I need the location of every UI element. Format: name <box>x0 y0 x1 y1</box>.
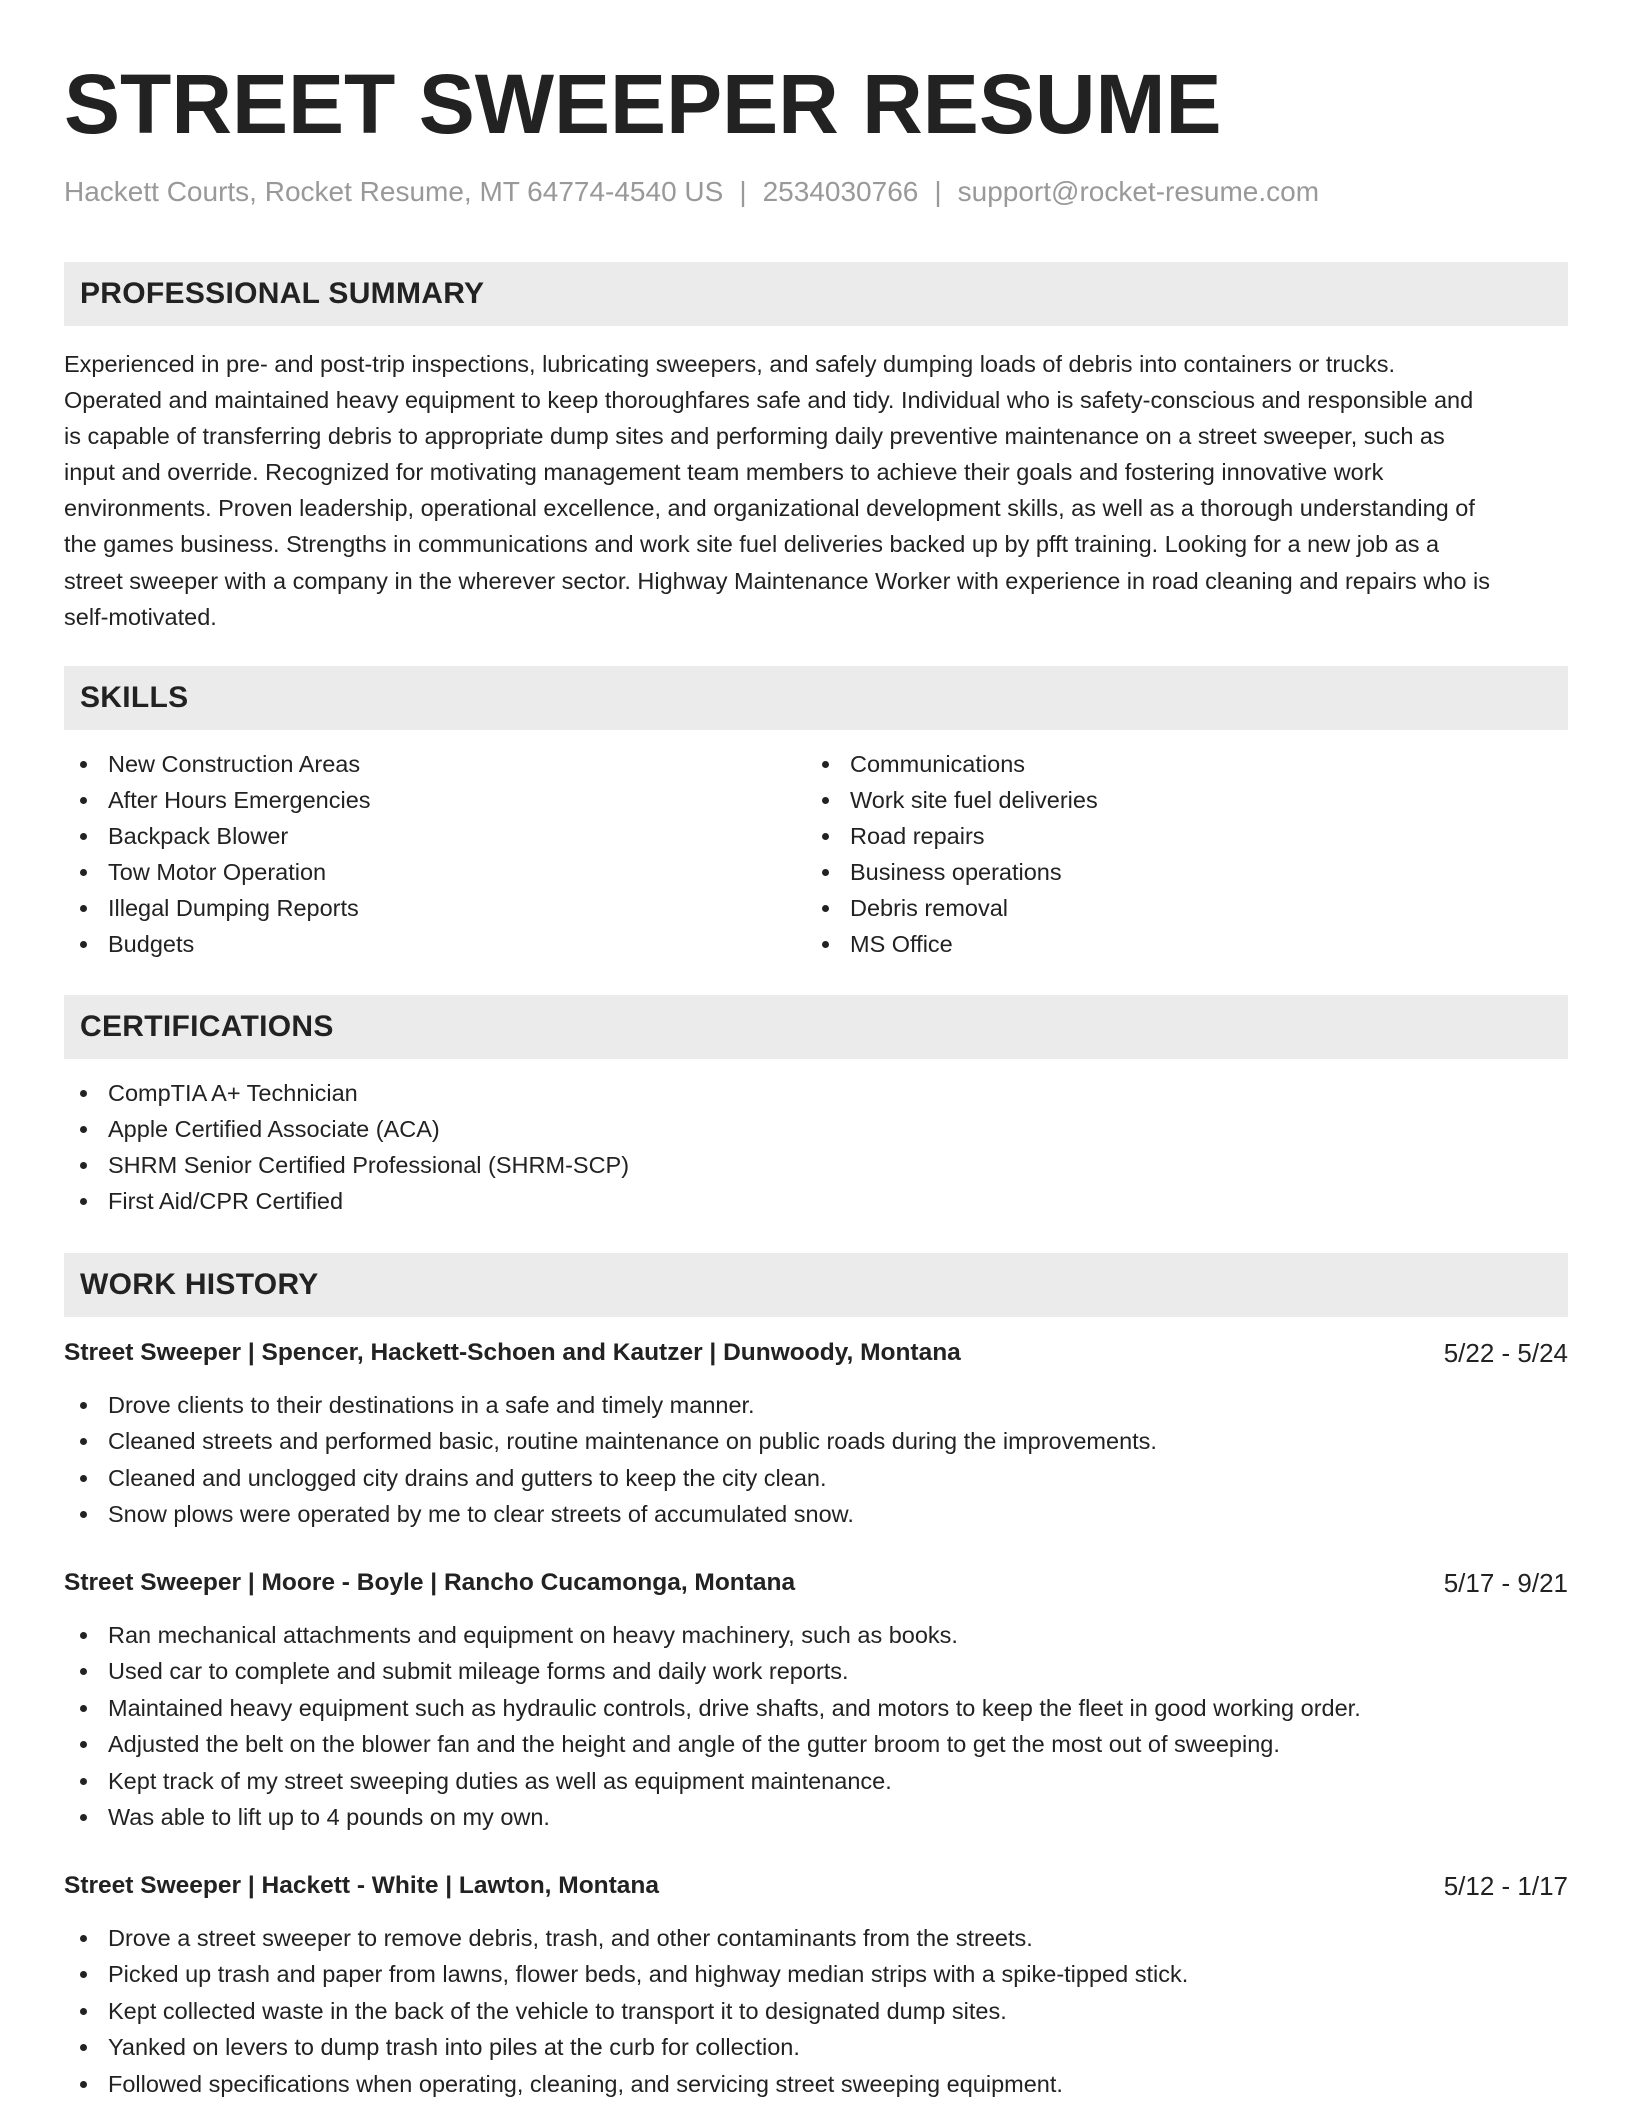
job-bullet: Snow plows were operated by me to clear streets of accumulated snow. <box>64 1496 1568 1533</box>
skill-item: After Hours Emergencies <box>64 782 806 818</box>
job-dates: 5/17 - 9/21 <box>1443 1567 1568 1598</box>
certification-item: Apple Certified Associate (ACA) <box>64 1111 1568 1147</box>
job-bullet: Cleaned streets and performed basic, routine maintenance on public roads during the improvements. <box>64 1423 1568 1460</box>
job-bullet: Was able to lift up to 4 pounds on my own. <box>64 1799 1568 1836</box>
job-bullets <box>64 1617 1568 1836</box>
summary-line: input and override. Recognized for motivating management team members to achieve their goals and fostering innovative work <box>64 459 1384 486</box>
skill-item: Business operations <box>806 854 1548 890</box>
skill-item: Work site fuel deliveries <box>806 782 1548 818</box>
contact-separator: | <box>934 176 942 207</box>
job-bullet: Kept track of my street sweeping duties as well as equipment maintenance. <box>64 1763 1568 1800</box>
job-bullet: Yanked on levers to dump trash into piles at the curb for collection. <box>64 2029 1568 2066</box>
skills-heading: SKILLS <box>64 666 1568 730</box>
summary-text <box>64 346 1568 635</box>
skill-item: Debris removal <box>806 890 1548 926</box>
job-bullet: Ran mechanical attachments and equipment on heavy machinery, such as books. <box>64 1617 1568 1654</box>
job-bullets <box>64 1920 1568 2103</box>
summary-heading: PROFESSIONAL SUMMARY <box>64 262 1568 326</box>
skill-item: MS Office <box>806 926 1548 962</box>
contact-address: Hackett Courts, Rocket Resume, MT 64774-4540 US <box>64 176 724 207</box>
skills-columns <box>64 746 1568 962</box>
certification-item: First Aid/CPR Certified <box>64 1183 1568 1219</box>
skills-list-right <box>806 746 1548 962</box>
summary-line: self-motivated. <box>64 603 217 630</box>
skills-list-left <box>64 746 806 962</box>
job-bullet: Cleaned and unclogged city drains and gutters to keep the city clean. <box>64 1460 1568 1497</box>
contact-phone: 2534030766 <box>762 176 919 207</box>
skill-item: Illegal Dumping Reports <box>64 890 806 926</box>
resume-page <box>64 0 1568 2102</box>
certification-item: SHRM Senior Certified Professional (SHRM-SCP) <box>64 1147 1568 1183</box>
job-header <box>64 1565 1568 1601</box>
summary-line: Experienced in pre- and post-trip inspections, lubricating sweepers, and safely dumping loads of debris into containers or trucks. <box>64 351 1396 377</box>
job-entry <box>64 1565 1568 1836</box>
skill-item: New Construction Areas <box>64 746 806 782</box>
job-bullet: Used car to complete and submit mileage forms and daily work reports. <box>64 1653 1568 1690</box>
summary-line: street sweeper with a company in the wherever sector. Highway Maintenance Worker with experience in road cleaning and repairs who is <box>64 567 1490 594</box>
summary-line: the games business. Strengths in communications and work site fuel deliveries backed up by pfft training. Looking for a new job as a <box>64 531 1440 558</box>
job-dates: 5/22 - 5/24 <box>1443 1337 1568 1368</box>
contact-line <box>64 174 1568 210</box>
job-dates: 5/12 - 1/17 <box>1443 1870 1568 1901</box>
job-bullet: Kept collected waste in the back of the vehicle to transport it to designated dump sites. <box>64 1993 1568 2030</box>
job-title: Street Sweeper | Hackett - White | Lawton, Montana <box>64 1871 659 1899</box>
summary-line: Operated and maintained heavy equipment to keep thoroughfares safe and tidy. Individual who is safety-conscious and responsible and <box>64 387 1474 414</box>
job-bullet: Drove clients to their destinations in a safe and timely manner. <box>64 1387 1568 1424</box>
skill-item: Communications <box>806 746 1548 782</box>
job-title: Street Sweeper | Moore - Boyle | Rancho Cucamonga, Montana <box>64 1568 796 1596</box>
certifications-heading: CERTIFICATIONS <box>64 995 1568 1059</box>
job-bullets <box>64 1387 1568 1533</box>
job-bullet: Picked up trash and paper from lawns, flower beds, and highway median strips with a spike-tipped stick. <box>64 1956 1568 1993</box>
skill-item: Budgets <box>64 926 806 962</box>
work-history-heading: WORK HISTORY <box>64 1253 1568 1317</box>
job-header <box>64 1868 1568 1904</box>
resume-title: STREET SWEEPER RESUME <box>64 57 1222 151</box>
skill-item: Road repairs <box>806 818 1548 854</box>
job-entry <box>64 1335 1568 1533</box>
skill-item: Backpack Blower <box>64 818 806 854</box>
certification-item: CompTIA A+ Technician <box>64 1075 1568 1111</box>
skill-item: Tow Motor Operation <box>64 854 806 890</box>
job-bullet: Followed specifications when operating, cleaning, and servicing street sweeping equipment. <box>64 2066 1568 2103</box>
job-bullet: Maintained heavy equipment such as hydraulic controls, drive shafts, and motors to keep the fleet in good working order. <box>64 1690 1568 1727</box>
job-entry <box>64 1868 1568 2103</box>
summary-line: environments. Proven leadership, operational excellence, and organizational development skills, as well as a thorough understanding of <box>64 495 1475 522</box>
job-bullet: Drove a street sweeper to remove debris, trash, and other contaminants from the streets. <box>64 1920 1568 1957</box>
job-title: Street Sweeper | Spencer, Hackett-Schoen and Kautzer | Dunwoody, Montana <box>64 1338 961 1366</box>
contact-email: support@rocket-resume.com <box>957 176 1320 207</box>
certifications-list <box>64 1075 1568 1219</box>
job-bullet: Adjusted the belt on the blower fan and the height and angle of the gutter broom to get the most out of sweeping. <box>64 1726 1568 1763</box>
contact-separator: | <box>739 176 747 207</box>
summary-line: is capable of transferring debris to appropriate dump sites and performing daily preventive maintenance on a street sweeper, such as <box>64 423 1445 450</box>
job-header <box>64 1335 1568 1371</box>
